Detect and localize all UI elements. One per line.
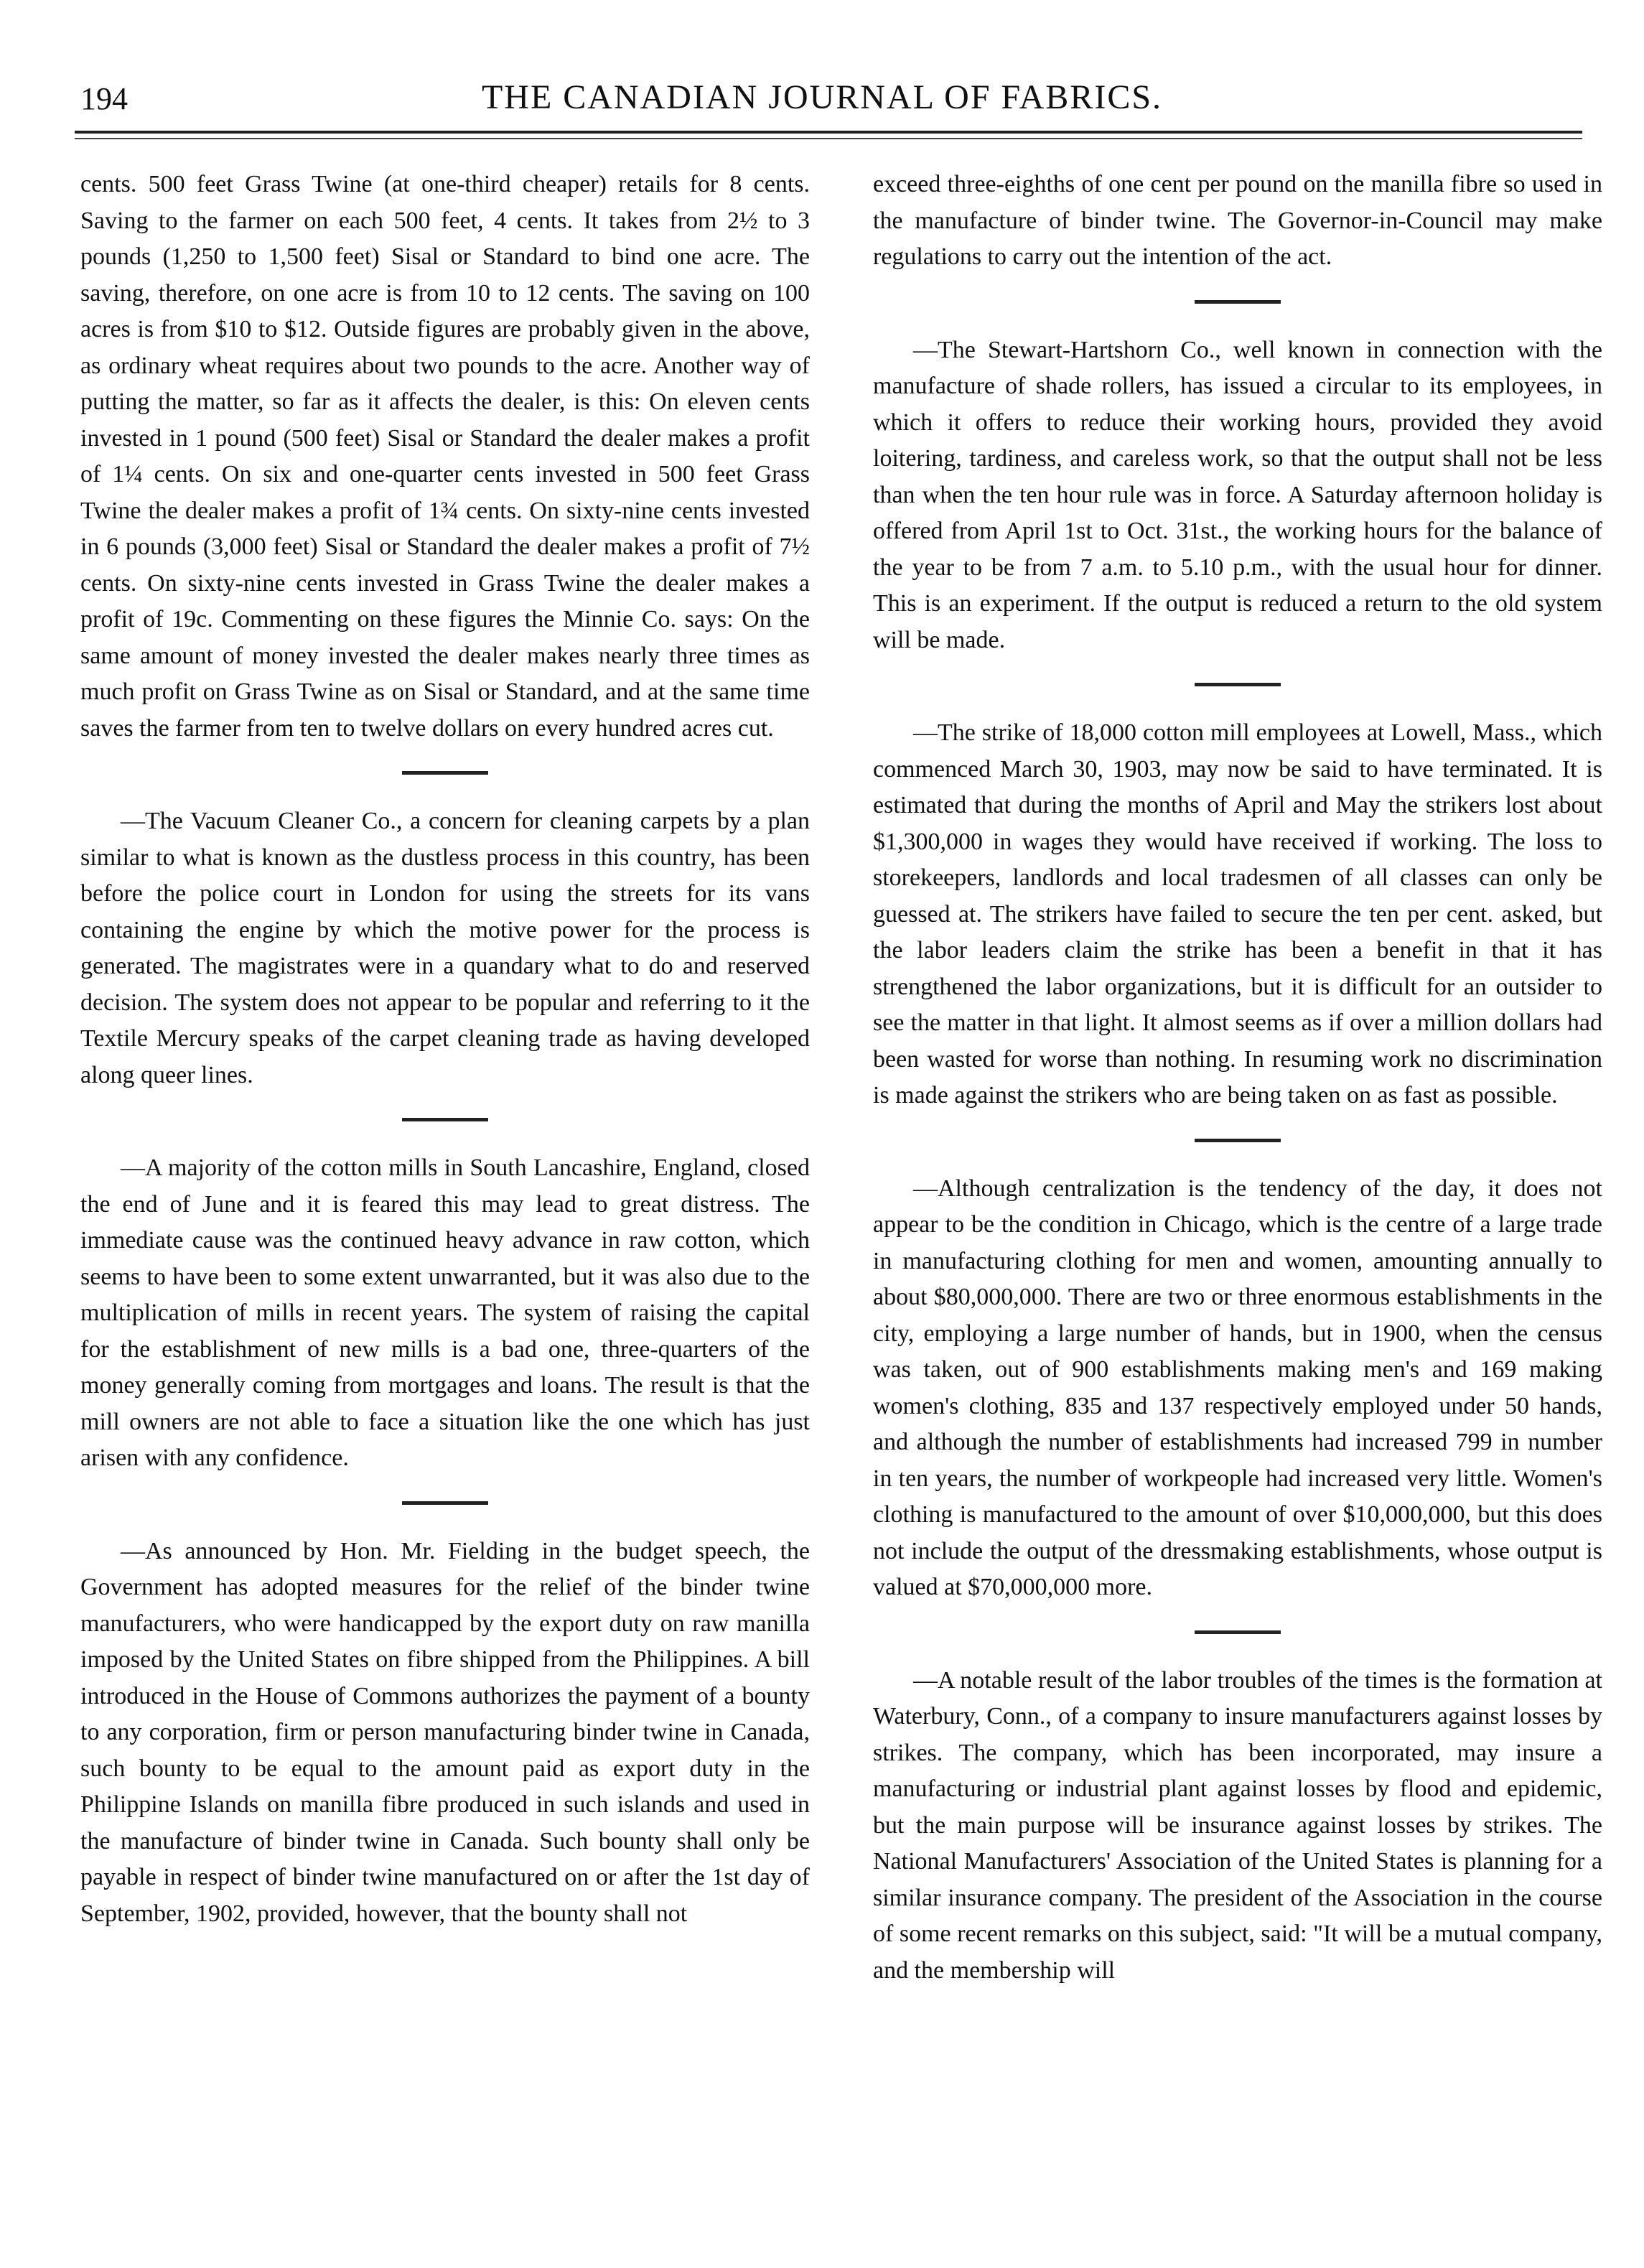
section-divider <box>402 1501 488 1505</box>
left-column <box>80 167 810 1932</box>
right-column <box>873 167 1602 1989</box>
article-paragraph: —A majority of the cotton mills in South Lancashire, England, closed the end of June and it is feared this may lead to great distress. The immediate cause was the continued heavy advance in raw cotton, which seems to have been to some extent unwarranted, but it was also due to the multiplication of mills in recent years. The system of raising the capital for the establishment of new mills is a bad one, three-quarters of the money generally coming from mortgages and loans. The result is that the mill owners are not able to face a situation like the one which has just arisen with any confidence. <box>80 1154 810 1471</box>
journal-title: THE CANADIAN JOURNAL OF FABRICS. <box>481 78 1163 116</box>
section-divider <box>1195 300 1281 304</box>
article-paragraph: —The strike of 18,000 cotton mill employees at Lowell, Mass., which commenced March 30, 1903, may now be said to have terminated. It is estimated that during the months of April and May the strikers lost about $1,300,000 in wages they would have received if working. The loss to storekeepers, landlords and local tradesmen of all classes can only be guessed at. The strikers have failed to secure the ten per cent. asked, but the labor leaders claim the strike has been a benefit in that it has strengthened the labor organizations, but it is difficult for an outsider to see the matter in that light. It almost seems as if over a million dollars had been wasted for worse than nothing. In resuming work no discrimination is made against the strikers who are being taken on as fast as possible. <box>873 719 1602 1109</box>
header-rule-thin <box>75 138 1582 139</box>
section-divider <box>1195 1630 1281 1634</box>
article-paragraph: —The Vacuum Cleaner Co., a concern for cleaning carpets by a plan similar to what is known as the dustless process in this country, has been before the police court in London for using the streets for its vans containing the engine by which the motive power for the process is generated. The magistrates were in a quandary what to do and reserved decision. The system does not appear to be popular and referring to it the Textile Mercury speaks of the carpet cleaning trade as having developed along queer lines. <box>80 808 810 1088</box>
article-paragraph: —As announced by Hon. Mr. Fielding in the budget speech, the Government has adopted measures for the relief of the binder twine manufacturers, who were handicapped by the export duty on raw manilla imposed by the United States on fibre shipped from the Philippines. A bill introduced in the House of Commons authorizes the payment of a bounty to any corporation, firm or person manufacturing binder twine in Canada, such bounty to be equal to the amount paid as export duty in the Philippine Islands on manilla fibre produced in such islands and used in the manufacture of binder twine in Canada. Such bounty shall only be payable in respect of binder twine manufactured on or after the 1st day of September, 1902, provided, however, that the bounty shall not <box>80 1537 810 1927</box>
section-divider <box>1195 683 1281 686</box>
article-paragraph: —A notable result of the labor troubles of the times is the formation at Waterbury, Conn., of a company to insure manufacturers against losses by strikes. The company, which has been incorporated, may insure a manufacturing or industrial plant against losses by flood and epidemic, but the main purpose will be insurance against losses by strikes. The National Manufacturers' Association of the United States is planning for a similar insurance company. The president of the Association in the course of some recent remarks on this subject, said: "It will be a mutual company, and the membership will <box>873 1666 1602 1984</box>
section-divider <box>402 1118 488 1121</box>
article-paragraph: exceed three-eighths of one cent per pound on the manilla fibre so used in the manufacture of binder twine. The Governor-in-Council may make regulations to carry out the intention of the act. <box>873 171 1602 270</box>
page-number: 194 <box>80 81 128 116</box>
article-paragraph: cents. 500 feet Grass Twine (at one-third cheaper) retails for 8 cents. Saving to the farmer on each 500 feet, 4 cents. It takes from 2½ to 3 pounds (1,250 to 1,500 feet) Sisal or Standard to bind one acre. The saving, therefore, on one acre is from 10 to 12 cents. The saving on 100 acres is from $10 to $12. Outside figures are probably given in the above, as ordinary wheat requires about two pounds to the acre. Another way of putting the matter, so far as it affects the dealer, is this: On eleven cents invested in 1 pound (500 feet) Sisal or Standard the dealer makes a profit of 1¼ cents. On six and one-quarter cents invested in 500 feet Grass Twine the dealer makes a profit of 1¾ cents. On sixty-nine cents invested in 6 pounds (3,000 feet) Sisal or Standard the dealer makes a profit of 7½ cents. On sixty-nine cents invested in Grass Twine the dealer makes a profit of 19c. Commenting on these figures the Minnie Co. says: On the same amount of money invested the dealer makes nearly three times as much profit on Grass Twine as on Sisal or Standard, and at the same time saves the farmer from ten to twelve dollars on every hundred acres cut. <box>80 171 810 742</box>
header-rule <box>75 131 1582 134</box>
section-divider <box>402 771 488 775</box>
article-paragraph: —Although centralization is the tendency of the day, it does not appear to be the condition in Chicago, which is the centre of a large trade in manufacturing clothing for men and women, amounting annually to about $80,000,000. There are two or three enormous establishments in the city, employing a large number of hands, but in 1900, when the census was taken, out of 900 establishments making men's and 169 making women's clothing, 835 and 137 respectively employed under 50 hands, and although the number of establishments had increased 799 in number in ten years, the number of workpeople had increased very little. Women's clothing is manufactured to the amount of over $10,000,000, but this does not include the output of the dressmaking establishments, whose output is valued at $70,000,000 more. <box>873 1175 1602 1600</box>
section-divider <box>1195 1139 1281 1142</box>
article-paragraph: —The Stewart-Hartshorn Co., well known in connection with the manufacture of shade rollers, has issued a circular to its employees, in which it offers to reduce their working hours, provided they avoid loitering, tardiness, and careless work, so that the output shall not be less than when the ten hour rule was in force. A Saturday afternoon holiday is offered from April 1st to Oct. 31st., the working hours for the balance of the year to be from 7 a.m. to 5.10 p.m., with the usual hour for dinner. This is an experiment. If the output is reduced a return to the old system will be made. <box>873 336 1602 653</box>
